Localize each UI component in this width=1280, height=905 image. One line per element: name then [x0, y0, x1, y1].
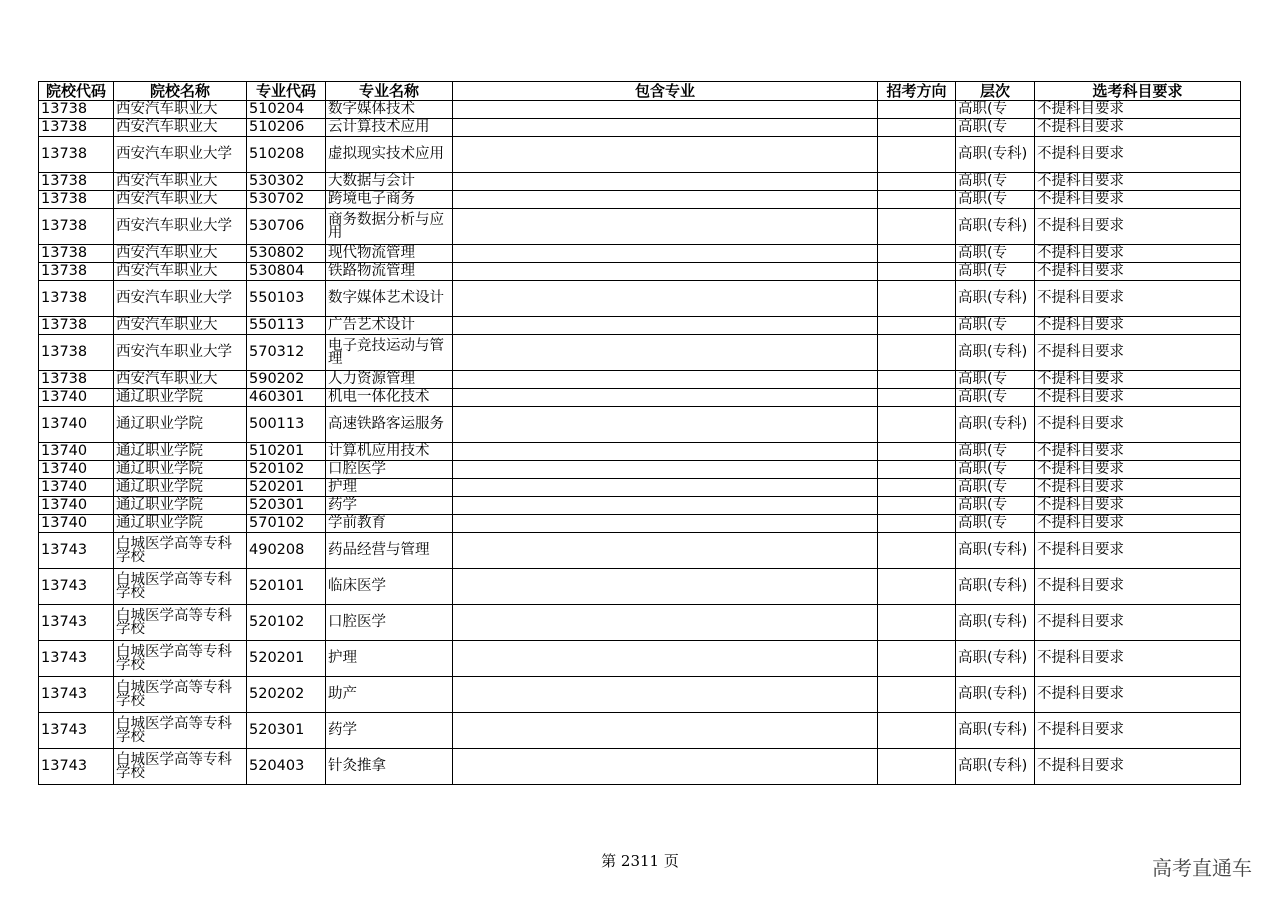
major-name-cell: 大数据与会计: [326, 173, 453, 191]
school-code-cell: 13743: [39, 677, 114, 713]
major-code-cell: 510206: [247, 119, 326, 137]
major-code-cell: 500113: [247, 407, 326, 443]
level-cell: 高职(专科): [956, 605, 1035, 641]
major-code-cell: 520102: [247, 461, 326, 479]
level-cell: 高职(专: [956, 371, 1035, 389]
col-header-major-name: 专业名称: [326, 82, 453, 101]
direction-cell: [878, 407, 956, 443]
included-majors-cell: [453, 713, 878, 749]
major-code-cell: 530804: [247, 263, 326, 281]
school-code-cell: 13740: [39, 479, 114, 497]
major-name-cell: 商务数据分析与应用: [326, 209, 453, 245]
level-cell: 高职(专: [956, 101, 1035, 119]
included-majors-cell: [453, 119, 878, 137]
table-row: [39, 677, 1241, 713]
major-code-cell: 510201: [247, 443, 326, 461]
col-header-direction: 招考方向: [878, 82, 956, 101]
direction-cell: [878, 497, 956, 515]
table-row: [39, 263, 1241, 281]
school-code-cell: 13738: [39, 101, 114, 119]
subject-requirement-cell: 不提科目要求: [1035, 497, 1241, 515]
level-cell: 高职(专科): [956, 137, 1035, 173]
direction-cell: [878, 533, 956, 569]
direction-cell: [878, 137, 956, 173]
included-majors-cell: [453, 443, 878, 461]
included-majors-cell: [453, 569, 878, 605]
header-row: [39, 82, 1241, 101]
major-name-cell: 计算机应用技术: [326, 443, 453, 461]
school-name-cell: 西安汽车职业大: [114, 191, 247, 209]
school-name-cell: 白城医学高等专科学校: [114, 605, 247, 641]
level-cell: 高职(专科): [956, 641, 1035, 677]
major-code-cell: 530302: [247, 173, 326, 191]
school-code-cell: 13743: [39, 605, 114, 641]
direction-cell: [878, 749, 956, 785]
direction-cell: [878, 461, 956, 479]
subject-requirement-cell: 不提科目要求: [1035, 749, 1241, 785]
school-name-cell: 西安汽车职业大: [114, 101, 247, 119]
subject-requirement-cell: 不提科目要求: [1035, 713, 1241, 749]
school-name-cell: 通辽职业学院: [114, 479, 247, 497]
school-code-cell: 13738: [39, 191, 114, 209]
major-code-cell: 530706: [247, 209, 326, 245]
included-majors-cell: [453, 335, 878, 371]
major-code-cell: 520301: [247, 497, 326, 515]
level-cell: 高职(专科): [956, 407, 1035, 443]
major-code-cell: 520403: [247, 749, 326, 785]
subject-requirement-cell: 不提科目要求: [1035, 317, 1241, 335]
level-cell: 高职(专科): [956, 281, 1035, 317]
level-cell: 高职(专科): [956, 335, 1035, 371]
major-code-cell: 520102: [247, 605, 326, 641]
table-row: [39, 407, 1241, 443]
subject-requirement-cell: 不提科目要求: [1035, 119, 1241, 137]
subject-requirement-cell: 不提科目要求: [1035, 389, 1241, 407]
subject-requirement-cell: 不提科目要求: [1035, 533, 1241, 569]
school-code-cell: 13740: [39, 407, 114, 443]
school-name-cell: 通辽职业学院: [114, 407, 247, 443]
school-code-cell: 13740: [39, 497, 114, 515]
school-name-cell: 西安汽车职业大: [114, 263, 247, 281]
school-code-cell: 13738: [39, 371, 114, 389]
school-code-cell: 13743: [39, 641, 114, 677]
level-cell: 高职(专科): [956, 713, 1035, 749]
school-name-cell: 通辽职业学院: [114, 389, 247, 407]
table-row: [39, 605, 1241, 641]
major-code-cell: 550103: [247, 281, 326, 317]
watermark-logo-text: 高考直通车: [1152, 856, 1252, 880]
school-code-cell: 13738: [39, 281, 114, 317]
major-name-cell: 护理: [326, 479, 453, 497]
col-header-school-name: 院校名称: [114, 82, 247, 101]
table-row: [39, 119, 1241, 137]
level-cell: 高职(专科): [956, 209, 1035, 245]
level-cell: 高职(专: [956, 173, 1035, 191]
col-header-level: 层次: [956, 82, 1035, 101]
included-majors-cell: [453, 641, 878, 677]
major-name-cell: 机电一体化技术: [326, 389, 453, 407]
table-row: [39, 191, 1241, 209]
direction-cell: [878, 389, 956, 407]
included-majors-cell: [453, 101, 878, 119]
level-cell: 高职(专: [956, 317, 1035, 335]
direction-cell: [878, 101, 956, 119]
direction-cell: [878, 713, 956, 749]
table-body: [39, 101, 1241, 785]
included-majors-cell: [453, 497, 878, 515]
included-majors-cell: [453, 515, 878, 533]
direction-cell: [878, 245, 956, 263]
school-name-cell: 西安汽车职业大学: [114, 335, 247, 371]
school-code-cell: 13743: [39, 713, 114, 749]
included-majors-cell: [453, 389, 878, 407]
table-row: [39, 371, 1241, 389]
subject-requirement-cell: 不提科目要求: [1035, 479, 1241, 497]
school-name-cell: 西安汽车职业大: [114, 317, 247, 335]
table-row: [39, 443, 1241, 461]
school-code-cell: 13738: [39, 173, 114, 191]
school-code-cell: 13740: [39, 461, 114, 479]
subject-requirement-cell: 不提科目要求: [1035, 515, 1241, 533]
direction-cell: [878, 335, 956, 371]
direction-cell: [878, 677, 956, 713]
direction-cell: [878, 173, 956, 191]
subject-requirement-cell: 不提科目要求: [1035, 407, 1241, 443]
major-code-cell: 530802: [247, 245, 326, 263]
subject-requirement-cell: 不提科目要求: [1035, 335, 1241, 371]
school-name-cell: 白城医学高等专科学校: [114, 569, 247, 605]
subject-requirement-cell: 不提科目要求: [1035, 191, 1241, 209]
direction-cell: [878, 119, 956, 137]
major-code-cell: 570312: [247, 335, 326, 371]
included-majors-cell: [453, 191, 878, 209]
subject-requirement-cell: 不提科目要求: [1035, 371, 1241, 389]
major-name-cell: 虚拟现实技术应用: [326, 137, 453, 173]
subject-requirement-cell: 不提科目要求: [1035, 281, 1241, 317]
school-code-cell: 13743: [39, 749, 114, 785]
level-cell: 高职(专: [956, 515, 1035, 533]
level-cell: 高职(专: [956, 461, 1035, 479]
table-row: [39, 101, 1241, 119]
school-code-cell: 13740: [39, 389, 114, 407]
subject-requirement-cell: 不提科目要求: [1035, 245, 1241, 263]
included-majors-cell: [453, 749, 878, 785]
direction-cell: [878, 209, 956, 245]
page-number: 第 2311 页: [601, 852, 679, 870]
school-name-cell: 西安汽车职业大: [114, 173, 247, 191]
table-row: [39, 749, 1241, 785]
major-name-cell: 护理: [326, 641, 453, 677]
major-name-cell: 现代物流管理: [326, 245, 453, 263]
included-majors-cell: [453, 173, 878, 191]
major-name-cell: 高速铁路客运服务: [326, 407, 453, 443]
major-name-cell: 口腔医学: [326, 461, 453, 479]
subject-requirement-cell: 不提科目要求: [1035, 605, 1241, 641]
school-name-cell: 白城医学高等专科学校: [114, 713, 247, 749]
school-code-cell: 13738: [39, 335, 114, 371]
table-row: [39, 281, 1241, 317]
major-name-cell: 广告艺术设计: [326, 317, 453, 335]
major-code-cell: 510204: [247, 101, 326, 119]
school-name-cell: 西安汽车职业大: [114, 245, 247, 263]
level-cell: 高职(专科): [956, 533, 1035, 569]
level-cell: 高职(专: [956, 191, 1035, 209]
direction-cell: [878, 443, 956, 461]
major-code-cell: 570102: [247, 515, 326, 533]
table-row: [39, 641, 1241, 677]
direction-cell: [878, 263, 956, 281]
major-name-cell: 跨境电子商务: [326, 191, 453, 209]
col-header-subject-requirement: 选考科目要求: [1035, 82, 1241, 101]
subject-requirement-cell: 不提科目要求: [1035, 209, 1241, 245]
direction-cell: [878, 479, 956, 497]
major-name-cell: 口腔医学: [326, 605, 453, 641]
table-row: [39, 461, 1241, 479]
level-cell: 高职(专: [956, 119, 1035, 137]
table-row: [39, 317, 1241, 335]
major-name-cell: 云计算技术应用: [326, 119, 453, 137]
table-row: [39, 533, 1241, 569]
school-code-cell: 13738: [39, 317, 114, 335]
direction-cell: [878, 191, 956, 209]
subject-requirement-cell: 不提科目要求: [1035, 443, 1241, 461]
major-code-cell: 520201: [247, 479, 326, 497]
major-code-cell: 520202: [247, 677, 326, 713]
school-name-cell: 西安汽车职业大学: [114, 281, 247, 317]
included-majors-cell: [453, 677, 878, 713]
level-cell: 高职(专科): [956, 569, 1035, 605]
school-name-cell: 西安汽车职业大学: [114, 137, 247, 173]
level-cell: 高职(专: [956, 497, 1035, 515]
school-name-cell: 通辽职业学院: [114, 443, 247, 461]
school-name-cell: 通辽职业学院: [114, 497, 247, 515]
table-row: [39, 173, 1241, 191]
col-header-included-majors: 包含专业: [453, 82, 878, 101]
school-code-cell: 13738: [39, 119, 114, 137]
col-header-major-code: 专业代码: [247, 82, 326, 101]
table-row: [39, 335, 1241, 371]
included-majors-cell: [453, 605, 878, 641]
included-majors-cell: [453, 317, 878, 335]
level-cell: 高职(专: [956, 389, 1035, 407]
major-name-cell: 临床医学: [326, 569, 453, 605]
school-code-cell: 13738: [39, 209, 114, 245]
subject-requirement-cell: 不提科目要求: [1035, 137, 1241, 173]
level-cell: 高职(专科): [956, 677, 1035, 713]
major-name-cell: 助产: [326, 677, 453, 713]
table-row: [39, 137, 1241, 173]
major-name-cell: 铁路物流管理: [326, 263, 453, 281]
level-cell: 高职(专: [956, 479, 1035, 497]
school-name-cell: 通辽职业学院: [114, 461, 247, 479]
included-majors-cell: [453, 137, 878, 173]
major-code-cell: 510208: [247, 137, 326, 173]
admission-table: [38, 81, 1241, 785]
included-majors-cell: [453, 371, 878, 389]
table-row: [39, 515, 1241, 533]
school-code-cell: 13740: [39, 515, 114, 533]
major-name-cell: 人力资源管理: [326, 371, 453, 389]
school-code-cell: 13738: [39, 263, 114, 281]
table-row: [39, 713, 1241, 749]
subject-requirement-cell: 不提科目要求: [1035, 101, 1241, 119]
subject-requirement-cell: 不提科目要求: [1035, 173, 1241, 191]
table-row: [39, 497, 1241, 515]
included-majors-cell: [453, 245, 878, 263]
major-code-cell: 550113: [247, 317, 326, 335]
major-name-cell: 数字媒体艺术设计: [326, 281, 453, 317]
school-name-cell: 白城医学高等专科学校: [114, 749, 247, 785]
col-header-school-code: 院校代码: [39, 82, 114, 101]
subject-requirement-cell: 不提科目要求: [1035, 461, 1241, 479]
school-code-cell: 13743: [39, 533, 114, 569]
table-row: [39, 209, 1241, 245]
major-name-cell: 药学: [326, 497, 453, 515]
table-row: [39, 389, 1241, 407]
school-code-cell: 13738: [39, 137, 114, 173]
major-code-cell: 530702: [247, 191, 326, 209]
major-code-cell: 520101: [247, 569, 326, 605]
major-name-cell: 学前教育: [326, 515, 453, 533]
school-name-cell: 西安汽车职业大: [114, 371, 247, 389]
major-code-cell: 460301: [247, 389, 326, 407]
included-majors-cell: [453, 479, 878, 497]
major-code-cell: 590202: [247, 371, 326, 389]
school-code-cell: 13738: [39, 245, 114, 263]
included-majors-cell: [453, 533, 878, 569]
school-code-cell: 13740: [39, 443, 114, 461]
level-cell: 高职(专: [956, 245, 1035, 263]
direction-cell: [878, 515, 956, 533]
school-name-cell: 西安汽车职业大: [114, 119, 247, 137]
table-row: [39, 245, 1241, 263]
direction-cell: [878, 605, 956, 641]
subject-requirement-cell: 不提科目要求: [1035, 569, 1241, 605]
included-majors-cell: [453, 281, 878, 317]
major-name-cell: 针灸推拿: [326, 749, 453, 785]
included-majors-cell: [453, 407, 878, 443]
major-code-cell: 520201: [247, 641, 326, 677]
major-code-cell: 490208: [247, 533, 326, 569]
level-cell: 高职(专科): [956, 749, 1035, 785]
level-cell: 高职(专: [956, 443, 1035, 461]
table-row: [39, 479, 1241, 497]
major-name-cell: 数字媒体技术: [326, 101, 453, 119]
school-code-cell: 13743: [39, 569, 114, 605]
subject-requirement-cell: 不提科目要求: [1035, 677, 1241, 713]
included-majors-cell: [453, 263, 878, 281]
major-name-cell: 电子竞技运动与管理: [326, 335, 453, 371]
level-cell: 高职(专: [956, 263, 1035, 281]
direction-cell: [878, 641, 956, 677]
major-code-cell: 520301: [247, 713, 326, 749]
included-majors-cell: [453, 461, 878, 479]
major-name-cell: 药学: [326, 713, 453, 749]
table-row: [39, 569, 1241, 605]
school-name-cell: 西安汽车职业大学: [114, 209, 247, 245]
included-majors-cell: [453, 209, 878, 245]
school-name-cell: 通辽职业学院: [114, 515, 247, 533]
school-name-cell: 白城医学高等专科学校: [114, 677, 247, 713]
major-name-cell: 药品经营与管理: [326, 533, 453, 569]
direction-cell: [878, 317, 956, 335]
direction-cell: [878, 281, 956, 317]
subject-requirement-cell: 不提科目要求: [1035, 641, 1241, 677]
direction-cell: [878, 371, 956, 389]
school-name-cell: 白城医学高等专科学校: [114, 533, 247, 569]
school-name-cell: 白城医学高等专科学校: [114, 641, 247, 677]
direction-cell: [878, 569, 956, 605]
subject-requirement-cell: 不提科目要求: [1035, 263, 1241, 281]
